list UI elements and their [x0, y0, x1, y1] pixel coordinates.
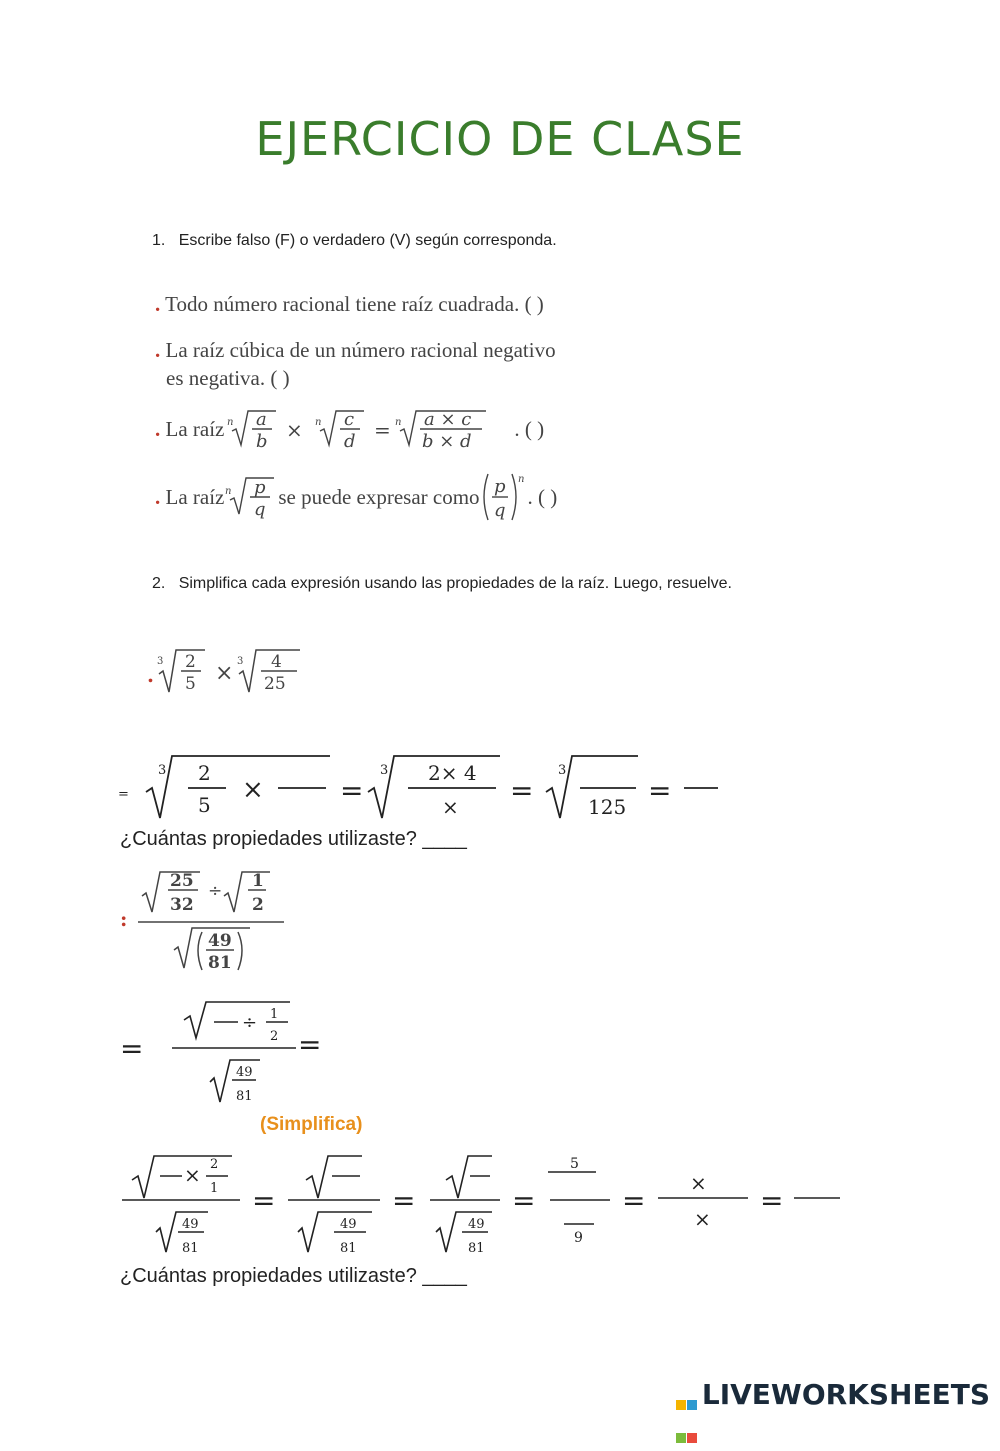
q1-text: Escribe falso (F) o verdadero (V) según corresponda. [178, 232, 557, 249]
svg-text:b × d: b × d [422, 431, 472, 452]
svg-text:=: = [374, 418, 392, 442]
svg-text:5: 5 [185, 674, 196, 694]
svg-text:81: 81 [340, 1241, 357, 1256]
statement-4-mid: se puede expresar como [278, 484, 480, 509]
svg-text:2: 2 [270, 1029, 279, 1044]
svg-text:=: = [298, 1028, 322, 1061]
svg-text:d: d [344, 431, 356, 452]
question-properties-1: ¿Cuántas propiedades utilizaste? ____ [120, 828, 467, 850]
svg-text:81: 81 [182, 1241, 199, 1256]
svg-text:81: 81 [208, 953, 232, 973]
svg-text:=: = [252, 1184, 276, 1217]
svg-text:5: 5 [198, 793, 211, 817]
svg-text::: : [120, 907, 128, 931]
q2-number: 2. [152, 575, 166, 592]
svg-text:3: 3 [157, 656, 164, 667]
svg-text:49: 49 [208, 931, 232, 951]
svg-text:×: × [215, 661, 234, 686]
svg-text:×: × [694, 1207, 711, 1231]
svg-text:=: = [648, 774, 672, 807]
simplify-label: (Simplifica) [260, 1114, 363, 1135]
exercise-b-step-2 [118, 1150, 848, 1260]
svg-text:49: 49 [182, 1217, 199, 1232]
svg-text:5: 5 [570, 1156, 579, 1172]
svg-text:=: = [120, 1032, 144, 1065]
svg-text:4: 4 [271, 652, 282, 672]
svg-text:q: q [493, 500, 506, 521]
statement-2-text: La raíz cúbica de un número racional negativo [165, 338, 556, 362]
liveworksheets-logo [676, 1378, 990, 1411]
svg-text:49: 49 [468, 1217, 485, 1232]
root-product-formula [224, 405, 514, 453]
svg-text:2: 2 [210, 1157, 219, 1172]
svg-text:×: × [690, 1171, 707, 1195]
svg-text:c: c [344, 409, 355, 430]
statement-1-text: Todo número racional tiene raíz cuadrada. ( ) [165, 292, 544, 316]
svg-text:1: 1 [270, 1007, 279, 1022]
svg-text:p: p [254, 477, 266, 498]
svg-text:=: = [392, 1184, 416, 1217]
statement-2-cont: es negativa. ( ) [166, 366, 290, 390]
statement-1: . Todo número racional tiene raíz cuadrada. ( ) [155, 292, 544, 316]
statement-3-answer: . ( ) [514, 416, 545, 441]
svg-text:÷: ÷ [208, 881, 223, 901]
page-title: EJERCICIO DE CLASE [255, 112, 745, 166]
exercise-b-step-1 [118, 998, 338, 1108]
svg-text:49: 49 [236, 1065, 253, 1080]
svg-text:b: b [256, 431, 268, 452]
q2-text: Simplifica cada expresión usando las propiedades de la raíz. Luego, resuelve. [178, 575, 732, 592]
svg-text:25: 25 [264, 674, 286, 694]
svg-text:25: 25 [170, 871, 194, 891]
statement-2: . La raíz cúbica de un número racional negativo [155, 338, 556, 362]
svg-text:3: 3 [558, 763, 567, 778]
q1-number: 1. [152, 232, 166, 249]
svg-text:=: = [118, 787, 129, 802]
svg-text:n: n [227, 417, 234, 428]
power-p-over-q [480, 470, 528, 524]
svg-text:2: 2 [185, 652, 196, 672]
svg-text:×: × [242, 775, 264, 805]
statement-3-text: La raíz [165, 416, 225, 441]
svg-text:32: 32 [170, 895, 194, 915]
svg-text:2: 2 [252, 895, 264, 915]
exercise-a-expression [145, 640, 315, 700]
svg-text:.: . [147, 663, 154, 687]
exercise-b-expression [120, 866, 295, 978]
svg-text:2: 2 [198, 761, 211, 785]
svg-text:a: a [256, 409, 268, 430]
nth-root-p-over-q [224, 472, 278, 522]
statement-3: . La raíz n a b × n c d = n a × c b × d . ( ) [155, 405, 544, 453]
svg-text:9: 9 [574, 1230, 583, 1246]
svg-text:÷: ÷ [242, 1012, 258, 1033]
svg-text:3: 3 [237, 656, 244, 667]
svg-text:49: 49 [340, 1217, 357, 1232]
svg-text:×: × [184, 1163, 201, 1187]
svg-text:q: q [254, 499, 266, 520]
svg-text:125: 125 [588, 795, 627, 819]
liveworksheets-text: LIVEWORKSHEETS [701, 1378, 990, 1411]
statement-4-answer: . ( ) [527, 484, 558, 509]
svg-text:n: n [225, 486, 232, 497]
svg-text:2× 4: 2× 4 [428, 761, 477, 785]
svg-text:=: = [622, 1184, 646, 1217]
svg-text:81: 81 [468, 1241, 485, 1256]
svg-text:1: 1 [210, 1181, 219, 1196]
svg-text:×: × [442, 795, 459, 819]
svg-text:a × c: a × c [424, 409, 472, 430]
svg-text:p: p [493, 476, 506, 497]
svg-text:=: = [760, 1184, 784, 1217]
svg-text:81: 81 [236, 1089, 253, 1104]
statement-4-text: La raíz [165, 484, 225, 509]
svg-text:n: n [315, 417, 322, 428]
svg-text:n: n [395, 417, 402, 428]
svg-text:=: = [340, 774, 364, 807]
q1-instruction [152, 232, 557, 250]
statement-4: . La raíz n p q se puede expresar como p q n . ( ) [155, 470, 557, 524]
svg-text:×: × [286, 418, 304, 442]
q2-instruction [152, 575, 732, 593]
question-properties-2: ¿Cuántas propiedades utilizaste? ____ [120, 1265, 467, 1287]
exercise-a-steps [118, 748, 738, 824]
svg-text:1: 1 [252, 871, 264, 891]
svg-text:=: = [510, 774, 534, 807]
liveworksheets-icon [676, 1385, 698, 1407]
svg-text:n: n [517, 474, 524, 485]
svg-text:3: 3 [158, 763, 167, 778]
svg-text:3: 3 [380, 763, 389, 778]
svg-text:=: = [512, 1184, 536, 1217]
